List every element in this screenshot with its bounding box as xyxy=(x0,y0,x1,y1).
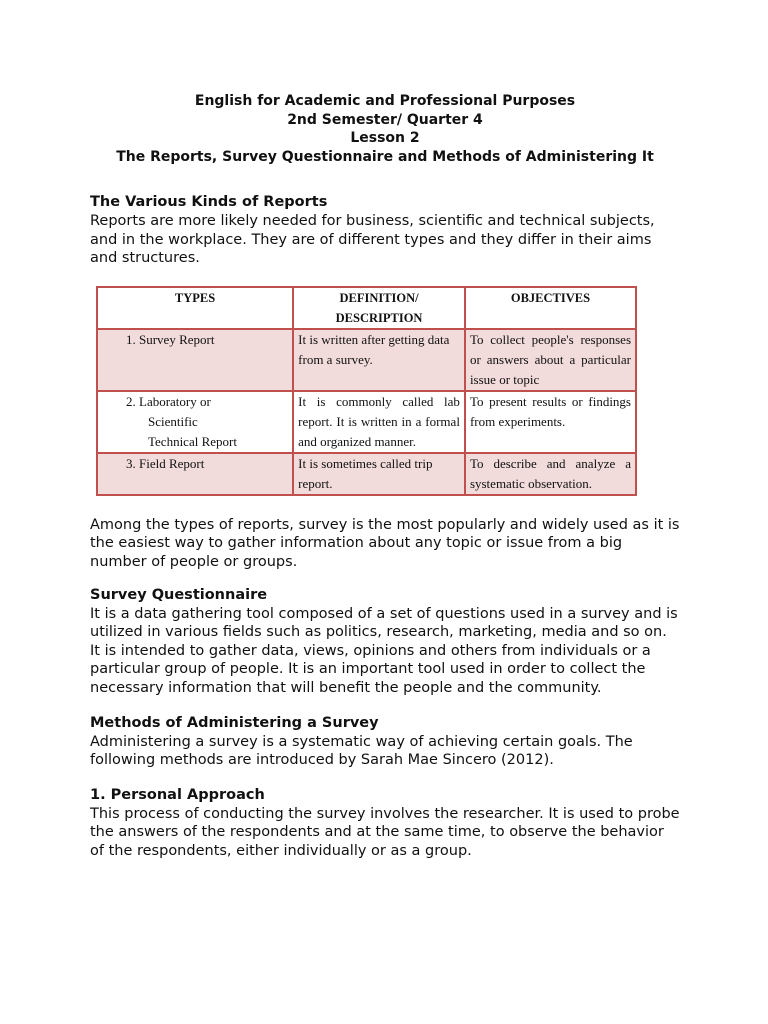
type-name: 3. Field Report xyxy=(126,455,205,471)
definition-cell: It is sometimes called trip report. xyxy=(293,453,465,495)
header-definition: DEFINITION/ DESCRIPTION xyxy=(293,287,465,329)
definition-cell: It is written after getting data from a survey. xyxy=(293,329,465,391)
type-cell xyxy=(97,391,293,453)
type-name-line2: Scientific xyxy=(148,413,198,429)
course-title: English for Academic and Professional Purposes xyxy=(194,93,576,109)
section-survey-questionnaire xyxy=(90,586,680,698)
table-header-row xyxy=(97,287,636,329)
section-kinds-of-reports xyxy=(90,193,680,268)
section-survey-intro xyxy=(90,516,680,572)
section-administering-methods xyxy=(90,714,680,770)
type-name-line3: Technical Report xyxy=(148,433,237,449)
objective-cell: To describe and analyze a systematic observation. xyxy=(465,453,636,495)
section-personal-approach xyxy=(90,786,680,861)
header-objectives: OBJECTIVES xyxy=(465,287,636,329)
section-heading: 1. Personal Approach xyxy=(90,786,265,803)
objective-cell: To collect people's responses or answers about a particular issue or topic xyxy=(465,329,636,391)
section-heading: The Various Kinds of Reports xyxy=(90,194,328,210)
lesson-title: The Reports, Survey Questionnaire and Methods of Administering It xyxy=(116,148,654,165)
objective-cell: To present results or findings from experiments. xyxy=(465,391,636,453)
semester-label: 2nd Semester/ Quarter 4 xyxy=(287,111,483,128)
table-row xyxy=(97,391,636,453)
definition-cell: It is commonly called lab report. It is written in a formal and organized manner. xyxy=(293,391,465,453)
type-name: 2. Laboratory or xyxy=(126,393,211,409)
section-body: It is a data gathering tool composed of a set of questions used in a survey and is utilized in various fields such as politics, research, marketing, media and so on. It is intended to gather data, views, opinions and others from individuals or a particular group of people. It is an important tool used in order to collect the necessary information that will benefit the people and the community. xyxy=(90,605,678,696)
document-content xyxy=(90,92,680,861)
lesson-label: Lesson 2 xyxy=(350,130,420,146)
report-types-table-wrap xyxy=(96,286,637,496)
section-heading: Survey Questionnaire xyxy=(90,586,268,603)
section-body: Reports are more likely needed for business, scientific and technical subjects, and in the workplace. They are of different types and they differ in their aims and structures. xyxy=(90,213,655,267)
table-row xyxy=(97,453,636,495)
section-body: Administering a survey is a systematic way of achieving certain goals. The following methods are introduced by Sarah Mae Sincero (2012). xyxy=(90,733,633,769)
table-row xyxy=(97,329,636,391)
section-heading: Methods of Administering a Survey xyxy=(90,714,379,731)
type-cell xyxy=(97,453,293,495)
section-body: This process of conducting the survey involves the researcher. It is used to probe the answers of the respondents and at the same time, to observe the behavior of the respondents, either individually or as a group. xyxy=(90,805,680,859)
header-types: TYPES xyxy=(97,287,293,329)
type-name: 1. Survey Report xyxy=(126,331,215,347)
document-title-block xyxy=(80,92,690,166)
type-cell xyxy=(97,329,293,391)
report-types-table xyxy=(96,286,637,496)
section-body: Among the types of reports, survey is the most popularly and widely used as it is the easiest way to gather information about any topic or issue from a big number of people or groups. xyxy=(90,516,680,570)
